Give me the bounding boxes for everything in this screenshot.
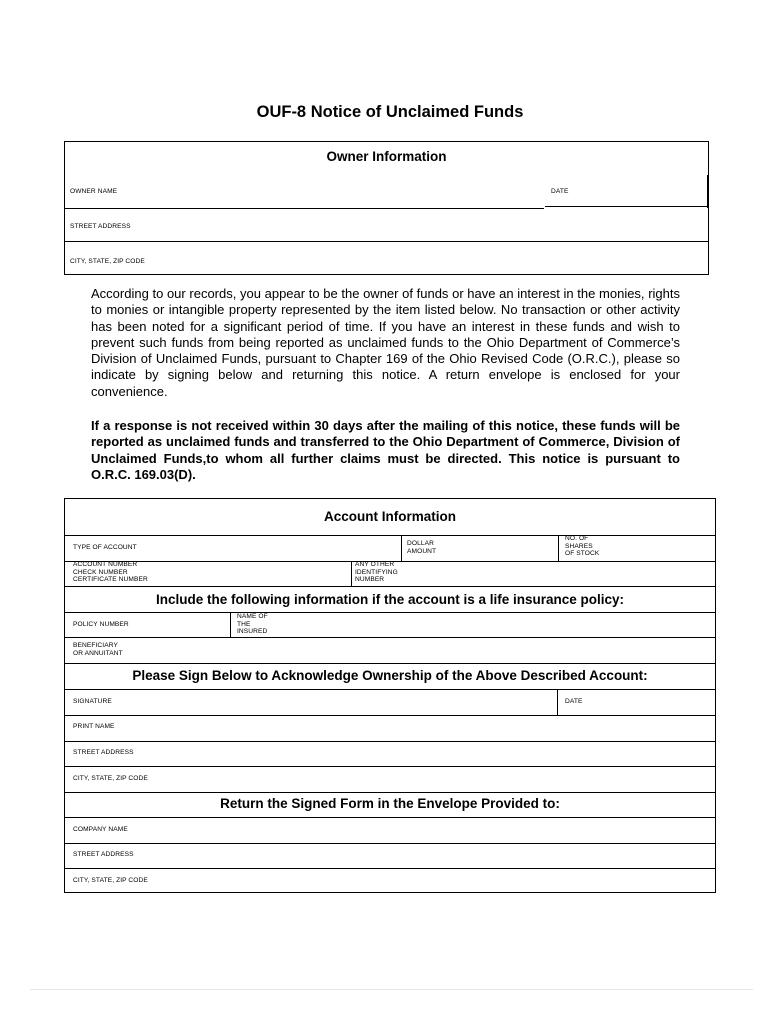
notice-paragraph: According to our records, you appear to be the owner of funds or have an interest in the monies, rights to monies or intangible property represented by the item listed below. No transaction or other activity has been noted for a significant period of time. If you have an interest in these funds and wish to prevent such funds from being reported as unclaimed funds to the Ohio Department of Commerce’s Division of Unclaimed Funds, pursuant to Chapter 169 of the Ohio Revised Code (O.R.C.), please so indicate by signing below and returning this notice. A return envelope is enclosed for your convenience. xyxy=(91,286,680,399)
beneficiary-label: BENEFICIARY OR ANNUITANT xyxy=(73,642,123,657)
page-divider xyxy=(30,989,753,990)
account-information-heading: Account Information xyxy=(324,509,456,524)
page-title: OUF-8 Notice of Unclaimed Funds xyxy=(256,103,524,121)
life-insurance-heading: Include the following information if the account is a life insurance policy: xyxy=(155,592,625,607)
account-information-box xyxy=(64,498,716,893)
owner-street-label: STREET ADDRESS xyxy=(70,223,131,230)
dollar-amount-label: DOLLAR AMOUNT xyxy=(407,540,437,555)
owner-name-field[interactable] xyxy=(65,208,544,209)
policy-number-label: POLICY NUMBER xyxy=(73,621,129,628)
owner-name-label: OWNER NAME xyxy=(70,188,118,195)
company-street-label: STREET ADDRESS xyxy=(73,851,134,858)
warning-paragraph: If a response is not received within 30 days after the mailing of this notice, these funds will be reported as unclaimed funds and transferred to the Ohio Department of Commerce, Division of Unclaimed Funds,to whom all further claims must be directed. This notice is pursuant to O.R.C. 169.03(D). xyxy=(91,418,680,482)
owner-date-divider xyxy=(707,175,708,208)
owner-date-field[interactable] xyxy=(545,206,708,207)
company-city-label: CITY, STATE, ZIP CODE xyxy=(73,877,148,884)
owner-city-label: CITY, STATE, ZIP CODE xyxy=(70,258,145,265)
owner-street-field[interactable] xyxy=(65,241,708,242)
print-name-label: PRINT NAME xyxy=(73,723,115,730)
name-of-insured-label: NAME OF THE INSURED xyxy=(237,613,268,636)
account-number-label: ACCOUNT NUMBER CHECK NUMBER CERTIFICATE NUMBER xyxy=(73,561,148,584)
signature-date-label: DATE xyxy=(565,698,583,705)
return-heading: Return the Signed Form in the Envelope Provided to: xyxy=(220,796,560,811)
sign-heading: Please Sign Below to Acknowledge Ownership of the Above Described Account: xyxy=(132,668,648,683)
owner-date-label: DATE xyxy=(551,188,569,195)
signer-city-label: CITY, STATE, ZIP CODE xyxy=(73,775,148,782)
signer-street-label: STREET ADDRESS xyxy=(73,749,134,756)
company-name-label: COMPANY NAME xyxy=(73,826,128,833)
signature-field[interactable] xyxy=(557,689,558,715)
signature-label: SIGNATURE xyxy=(73,698,112,705)
owner-information-box xyxy=(64,141,709,275)
shares-of-stock-label: NO. OF SHARES OF STOCK xyxy=(565,535,600,558)
type-of-account-label: TYPE OF ACCOUNT xyxy=(73,544,137,551)
owner-information-heading: Owner Information xyxy=(326,149,447,164)
other-identifying-number-label: ANY OTHER IDENTIFYING NUMBER xyxy=(355,561,398,584)
